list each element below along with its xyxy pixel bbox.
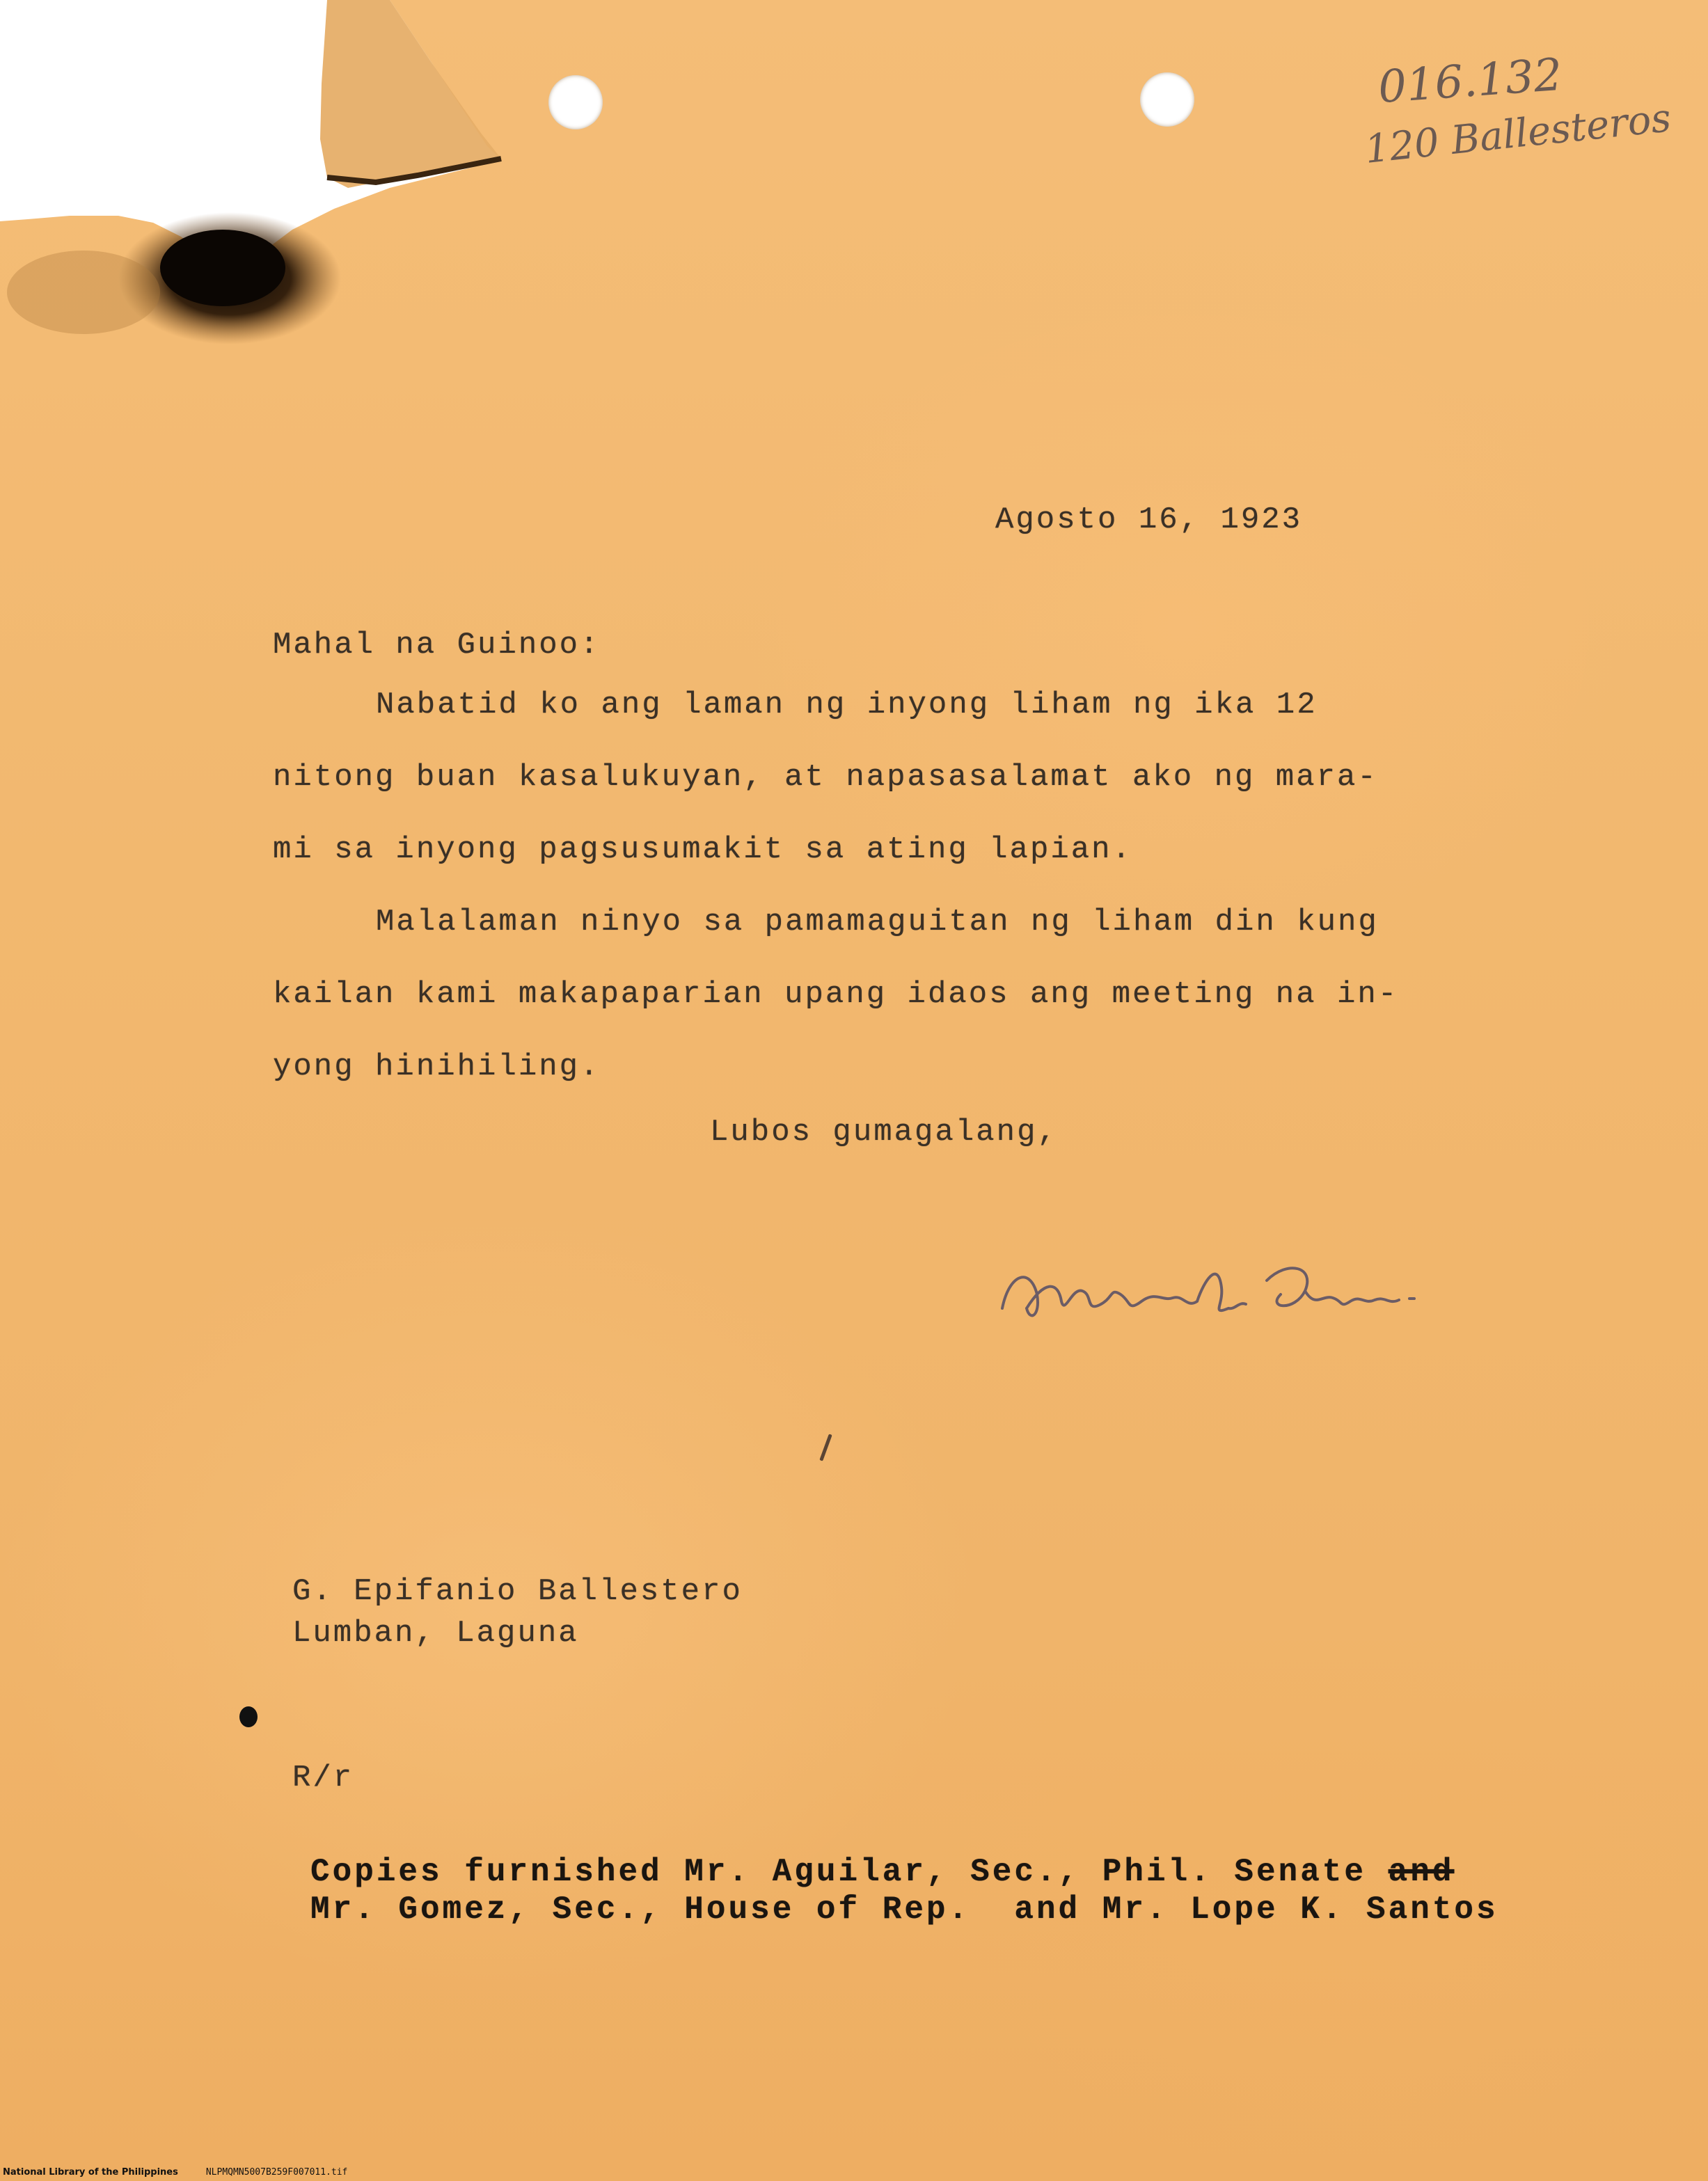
- copies-furnished-line1: [310, 1854, 1454, 1890]
- body-line-6: yong hinihiling.: [273, 1049, 601, 1084]
- body-line-1: Nabatid ko ang laman ng inyong liham ng ika 12: [376, 688, 1318, 722]
- letter-date: Agosto 16, 1923: [995, 502, 1303, 537]
- recipient-place: Lumban, Laguna: [292, 1616, 579, 1651]
- ink-blot: [239, 1706, 258, 1727]
- recipient-name: G. Epifanio Ballestero: [292, 1574, 743, 1609]
- punch-hole-left: [548, 75, 603, 129]
- copies-line1-text: Copies furnished Mr. Aguilar, Sec., Phil. Senate: [310, 1854, 1389, 1890]
- body-line-4: Malalaman ninyo sa pamamaguitan ng liham din kung: [376, 905, 1379, 939]
- copies-furnished-line2: Mr. Gomez, Sec., House of Rep. and Mr. Lope K. Santos: [310, 1891, 1499, 1928]
- body-line-3: mi sa inyong pagsusumakit sa ating lapian.: [273, 832, 1132, 867]
- footer-filename: NLPMQMN5007B259F007011.tif: [205, 2167, 348, 2178]
- archive-footer: [3, 2167, 347, 2178]
- archive-note-line1: 016.132: [1376, 49, 1564, 114]
- body-line-5: kailan kami makapaparian upang idaos ang meeting na in-: [273, 977, 1399, 1012]
- punch-hole-right: [1140, 72, 1194, 127]
- struck-word: and: [1388, 1854, 1455, 1890]
- salutation: Mahal na Guinoo:: [273, 628, 601, 663]
- footer-institution: National Library of the Philippines: [3, 2167, 178, 2178]
- stray-mark: [819, 1434, 832, 1461]
- archive-note-line2: 120 Ballesteros: [1362, 95, 1673, 173]
- body-line-2: nitong buan kasalukuyan, at napasasalamat ako ng mara-: [273, 760, 1378, 795]
- reference-initials: R/r: [292, 1761, 354, 1795]
- signature: [988, 1232, 1434, 1343]
- closing: Lubos gumagalang,: [710, 1115, 1058, 1150]
